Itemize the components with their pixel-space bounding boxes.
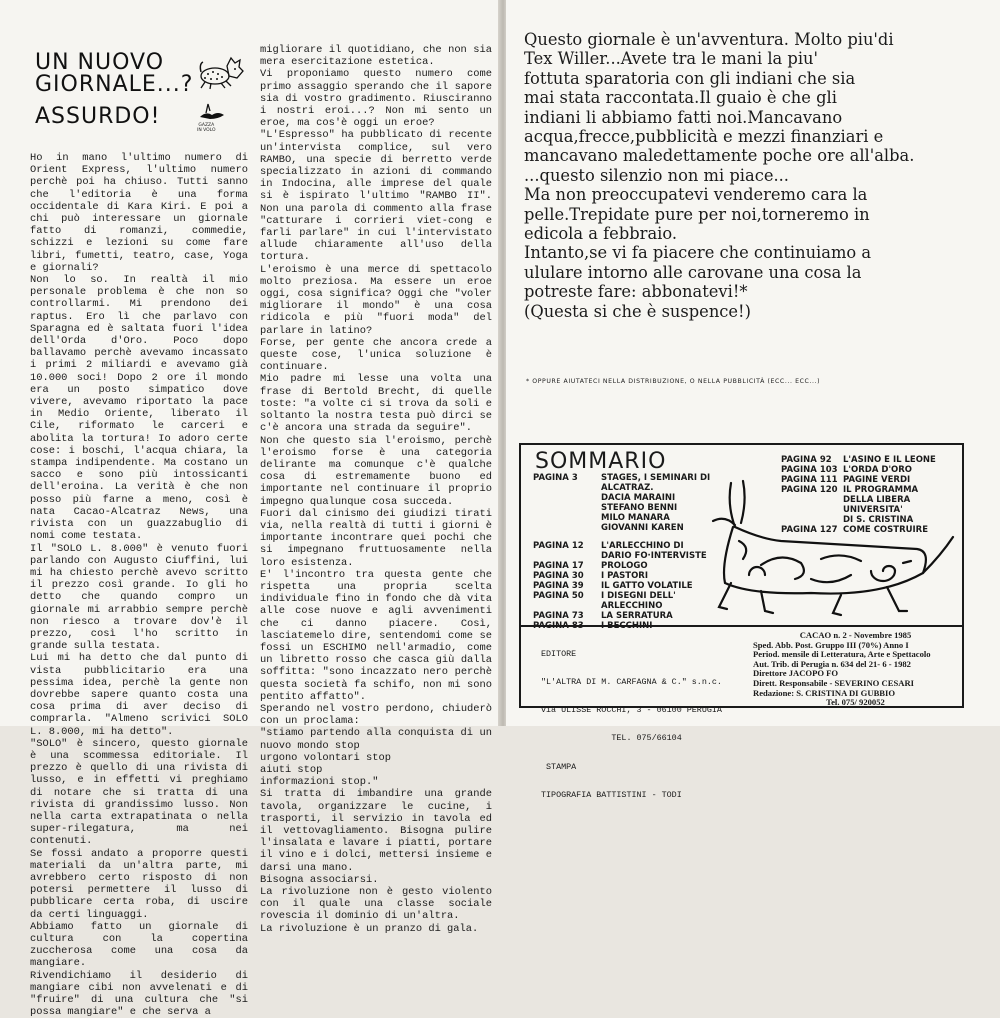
toc-page: PAGINA 3	[533, 473, 578, 483]
paragraph: Ho in mano l'ultimo numero di Orient Express, l'ultimo numero perchè poi ha chiuso. Tutti sanno che l'editoria è una forma occidentale di Kara Kiri. E poi a chi può interessare un giornale fatto di romanzi, commedie, schizzi e lezioni su come fare libri, fumetti, teatro, case, Yoga e giornali?	[30, 152, 248, 274]
intro-line: pelle.Trepidate pure per noi,torneremo in	[524, 204, 870, 224]
toc-entry[interactable]	[533, 581, 710, 591]
paragraph: "L'Espresso" ha pubblicato di recente un'intervista complice, sul vero RAMBO, una specie di berretto verde specializzato in azioni di commando in Indocina, alle imprese del quale si è ispirato l'ultimo "RAMBO II". Non una parola di commento alla frase "catturare i corrieri viet-cong e farli parlare" in cui l'intervistato allude chiaramente all'uso della tortura.	[260, 129, 492, 264]
paragraph: E' l'incontro tra questa gente che rispetta una propria scelta individuale fino in fondo che dà vita alle cose nuove e agli avvenimenti che ci danno piacere. Così, lasciatemelo dire, sentendomi come se fossi un ESCHIMO nell'armadio, come un libretto rosso che casca giù dalla soffitta: "sono incazzato nero perchè questa società fa schifo, non mi sono pentito affatto".	[260, 568, 492, 703]
intro-line: acqua,frecce,pubblicità e mezzi finanziari e	[524, 127, 884, 147]
toc-title: I PASTORI	[601, 571, 649, 581]
toc-page: PAGINA 30	[533, 571, 584, 581]
footnote: * OPPURE AIUTATECI NELLA DISTRIBUZIONE, O NELLA PUBBLICITÀ (ECC... ECC...)	[526, 378, 821, 385]
toc-entry[interactable]	[533, 571, 710, 581]
toc-title: I DISEGNI DELL' ARLECCHINO	[601, 591, 676, 611]
proclamation-line: "stiamo partendo alla conquista di un nuovo mondo stop	[260, 727, 492, 752]
article-column-2	[260, 44, 492, 935]
intro-line: Intanto,se vi fa piacere che continuiamo a	[524, 243, 872, 263]
paragraph: Il "SOLO L. 8.000" è venuto fuori parlando con Augusto Ciuffini, lui mi ha chiesto perchè avevo scritto il prezzo così grande. Io gli ho detto che quando compro un giornale mi arrabbio sempre perchè non riesco a trovare dov'è il prezzo, così l'ho scritto in grande sulla testata.	[30, 542, 248, 653]
publisher-line: EDITORE	[541, 648, 577, 659]
paragraph: Abbiamo fatto un giornale di cultura con la copertina zuccherosa come una cosa da mangiare.	[30, 920, 248, 970]
toc-entry[interactable]	[533, 561, 710, 571]
paragraph: Non lo so. In realtà il mio personale problema è che non so controllarmi. Mi prendono dei raptus. Ero lì che parlavo con Sparagna ed è saltata fuori l'idea dell'Orda d'Oro. Poco dopo ballavamo perchè avevamo incassato i primi 2 miliardi e avevamo già 10.000 soci! Dopo 2 ore il mondo era un posto simpatico dove vivere, avevamo riportato la pace in Medio Oriente, liberato il Cile, riformato le carceri e abolita la tortura! Io adoro certe cose: i boschi, l'acqua chiara, la stampa indipendente. Ma costano un sacco e sono più intossicanti dell'eroina. La verità è che non posso più farne a meno, così è nata Cacao-Alcatraz News, una rivista con un guazzabuglio di nomi come testata.	[30, 274, 248, 543]
intro-line: ululare intorno alle carovane una cosa la	[524, 262, 862, 282]
intro-line: mancavano maledettamente poche ore all'alba.	[524, 146, 915, 166]
paragraph: Forse, per gente che ancora crede a queste cose, l'unica soluzione è continuare.	[260, 336, 492, 374]
colophon-line: Sped. Abb. Post. Gruppo III (70%) Anno I	[753, 639, 909, 650]
publisher-line: "L'ALTRA DI M. CARFAGNA & C." s.n.c.	[541, 677, 722, 688]
paragraph: Vi proponiamo questo numero come primo assaggio sperando che il sapore sia di vostro gradimento. Riusciranno i nostri eroi...? Non mi sento un eroe, ma cos'è oggi un eroe?	[260, 68, 492, 130]
publisher-line: STAMPA	[541, 761, 577, 772]
toc-title: I BECCHINI	[601, 621, 653, 631]
intro-line: potreste fare: abbonatevi!*	[524, 282, 748, 302]
proclamation-line: informazioni stop."	[260, 776, 379, 789]
editorial-intro	[524, 30, 994, 321]
toc-title: L'ORDA D'ORO	[843, 465, 913, 475]
colophon	[753, 631, 958, 708]
colophon-line: Direttore JACOPO FO	[753, 668, 839, 679]
paragraph: Si tratta di imbandire una grande tavola, organizzare le cucine, i trasporti, il servizio in tavola ed il vettovagliamento. Bisogna pulire l'insalata e lavare i piatti, portare il vino e i dolci, mettersi insieme e darsi una mano.	[260, 788, 492, 874]
toc-entry[interactable]	[781, 475, 936, 485]
intro-line: ...questo silenzio non mi piace...	[524, 165, 789, 185]
headline-line: UN NUOVO	[35, 50, 165, 75]
toc-left	[533, 473, 710, 631]
caption-line: GAZZA	[198, 123, 215, 128]
toc-right	[781, 455, 936, 535]
toc-title: IL PROGRAMMA DELLA LIBERA UNIVERSITA' DI S. CRISTINA	[843, 485, 919, 525]
sommario-title: SOMMARIO	[535, 449, 667, 474]
intro-line: Ma non preoccupatevi venderemo cara la	[524, 185, 868, 205]
toc-page: PAGINA 92	[781, 455, 832, 465]
headline-line: GIORNALE...?	[35, 72, 194, 97]
toc-title: L'ASINO E IL LEONE	[843, 455, 936, 465]
toc-title: PROLOGO	[601, 561, 648, 571]
paragraph: Rivendichiamo il desiderio di mangiare cibi non avvelenati e di "fruire" di una cultura che "si possa mangiare" e che serva a	[30, 969, 248, 1018]
paragraph: Se fossi andato a proporre questi materiali da un'altra parte, mi avrebbero certo risposto di non potersi permettere il lusso di pubblicare certa roba, di uscire da certi linguaggi.	[30, 847, 248, 921]
toc-page: PAGINA 127	[781, 525, 838, 535]
toc-page: PAGINA 111	[781, 475, 838, 485]
toc-page: PAGINA 39	[533, 581, 584, 591]
intro-line: mai stata raccontata.Il guaio è che gli	[524, 88, 837, 108]
paragraph: Bisogna associarsi.	[260, 873, 379, 886]
colophon-line: Aut. Trib. di Perugia n. 634 del 21- 6 - 1982	[753, 658, 911, 669]
bird-drawing-icon	[196, 101, 226, 123]
toc-entry[interactable]	[781, 525, 936, 535]
colophon-line: Tel. 075/ 920052	[826, 697, 885, 708]
paragraph: La rivoluzione non è gesto violento con il quale una classe sociale rovescia il dominio di un'altra.	[260, 886, 492, 923]
toc-entry[interactable]	[781, 455, 936, 465]
toc-page: PAGINA 12	[533, 541, 584, 551]
publisher-line: via ULISSE ROCCHI, 3 - 06100 PERUGIA	[541, 705, 722, 716]
toc-page: PAGINA 17	[533, 561, 584, 571]
toc-entry[interactable]	[533, 611, 710, 621]
toc-entry[interactable]	[533, 541, 710, 561]
toc-entry[interactable]	[533, 591, 710, 611]
colophon-line: Dirett. Responsabile - SEVERINO CESARI	[753, 677, 914, 688]
headline-line: ASSURDO!	[35, 104, 161, 129]
intro-line: Questo giornale è un'avventura. Molto piu'di	[524, 30, 894, 49]
colophon-line: Redazione: S. CRISTINA DI GUBBIO	[753, 687, 896, 698]
paragraph: L'eroismo è una merce di spettacolo molto preziosa. Ma essere un eroe oggi, cosa significa? Oggi che "voler migliorare il mondo" è una cosa ridicola e più "fuori moda" del parlare in latino?	[260, 263, 492, 337]
toc-title: COME COSTRUIRE	[843, 525, 929, 535]
toc-title: LA SERRATURA	[601, 611, 673, 621]
leopard-drawing-icon	[193, 52, 245, 92]
paragraph: Mio padre mi lesse una volta una frase di Bertold Brecht, di quelle toste: "a volte ci si trova da soli e soltanto la nostra testa può dirci se c'è ancora una strada da seguire".	[260, 373, 492, 435]
publisher-info	[541, 631, 722, 819]
paragraph: Sperando nel vostro perdono, chiuderò con un proclama:	[260, 702, 492, 728]
paragraph: Fuori dal cinismo dei giudizi tirati via, nella realtà di tutti i giorni è importante incontrare quei pochi che si impegnano fruttuosamente nella loro esistenza.	[260, 507, 492, 569]
toc-entry[interactable]	[781, 485, 936, 525]
toc-entry[interactable]	[533, 473, 710, 533]
paragraph: migliorare il quotidiano, che non sia mera esercitazione estetica.	[260, 44, 492, 69]
sommario-box	[519, 443, 964, 800]
intro-line: Tex Willer...Avete tra le mani la piu'	[524, 49, 819, 69]
toc-title: STAGES, I SEMINARI DI ALCATRAZ. DACIA MARAINI STEFANO BENNI MILO MANARA GIOVANNI KAREN	[601, 473, 711, 533]
toc-page: PAGINA 83	[533, 621, 584, 631]
intro-line: fottuta sparatoria con gli indiani che sia	[524, 68, 856, 88]
intro-line: indiani li abbiamo fatti noi.Mancavano	[524, 107, 843, 127]
publisher-line: TIPOGRAFIA BATTISTINI - TODI	[541, 789, 682, 800]
toc-entry[interactable]	[781, 465, 936, 475]
paragraph: Non che questo sia l'eroismo, perchè l'eroismo forse è una categoria delirante ma comunque c'è qualche cosa di estremamente buono ed importante nel continuare il proprio impegno qualunque cosa succeda.	[260, 434, 492, 508]
intro-line: (Questa si che è suspence!)	[524, 301, 751, 321]
toc-title: PAGINE VERDI	[843, 475, 911, 485]
colophon-line: CACAO n. 2 - Novembre 1985	[799, 630, 912, 640]
box-divider	[521, 625, 962, 627]
article-column-1	[30, 152, 248, 1018]
headline	[35, 52, 193, 128]
paragraph: Lui mi ha detto che dal punto di vista pubblicitario era una pessima idea, perchè la gente non dovrebbe sapere quanto costa una cosa prima di aver deciso di comprarla. "Almeno scrivici SOLO L. 8.000, mi ha detto".	[30, 652, 248, 738]
publisher-line: TEL. 075/66104	[541, 733, 682, 744]
caption-line: IN VOLO	[197, 128, 216, 133]
toc-page: PAGINA 103	[781, 465, 838, 475]
intro-line: edicola a febbraio.	[524, 224, 678, 244]
toc-page: PAGINA 73	[533, 611, 584, 621]
paragraph: La rivoluzione è un pranzo di gala.	[260, 922, 479, 935]
toc-page: PAGINA 120	[781, 485, 838, 495]
toc-title: IL GATTO VOLATILE	[601, 581, 693, 591]
toc-page: PAGINA 50	[533, 591, 584, 601]
toc-title: L'ARLECCHINO DI DARIO FO·INTERVISTE	[601, 541, 707, 561]
paragraph: "SOLO" è sincero, questo giornale è una scommessa editoriale. Il prezzo è quello di una rivista di lusso, e in effetti vi preghiamo di notare che si tratta di una rivista di grandissimo lusso. Non nella carta extrapatinata o nella super-rilegatura, ma nei contenuti.	[30, 737, 248, 848]
colophon-line: Period. mensile di Letteratura, Arte e Spettacolo	[753, 649, 931, 660]
doodle-caption	[197, 123, 216, 133]
proclamation-line: aiuti stop	[260, 763, 323, 776]
proclamation-line: urgono volontari stop	[260, 751, 391, 764]
